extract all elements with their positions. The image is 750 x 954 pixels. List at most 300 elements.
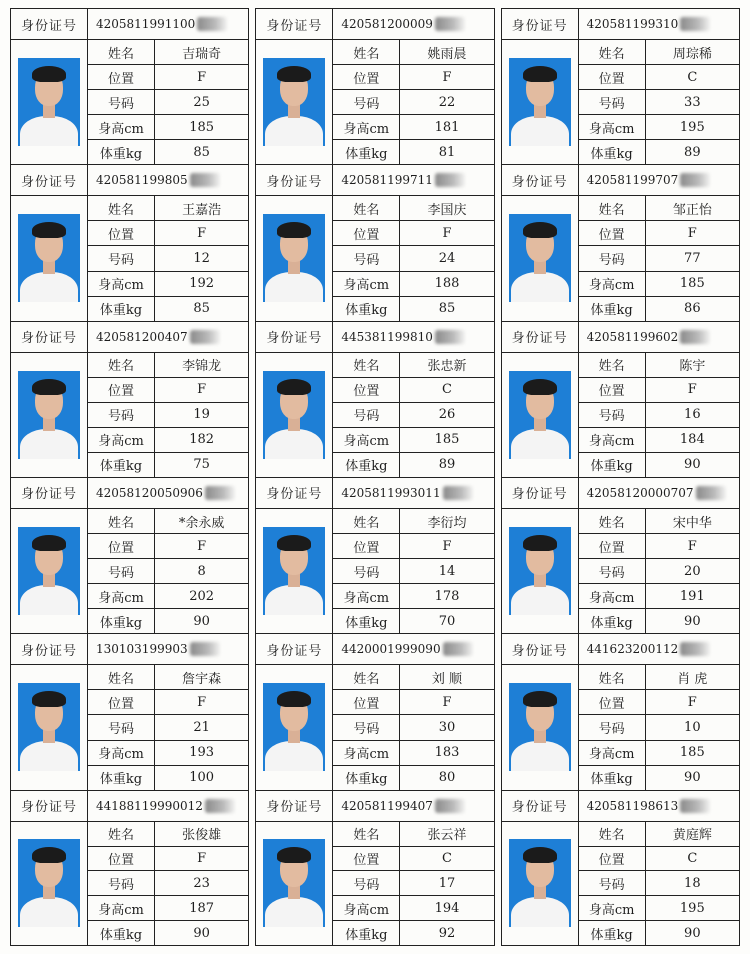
field-label-weight: 体重kg bbox=[579, 921, 646, 945]
field-value-position: F bbox=[442, 694, 452, 710]
field-label-name: 姓名 bbox=[579, 509, 646, 533]
id-row bbox=[502, 791, 739, 822]
field-value-height: 185 bbox=[434, 432, 460, 448]
photo-cell bbox=[11, 822, 88, 945]
field-value-position: F bbox=[687, 225, 697, 241]
field-row-name bbox=[579, 196, 739, 221]
field-value-number: 12 bbox=[193, 250, 210, 266]
field-label-name: 姓名 bbox=[333, 196, 400, 220]
player-card bbox=[501, 321, 740, 477]
field-label-number: 号码 bbox=[333, 871, 400, 895]
field-value-weight: 90 bbox=[684, 457, 701, 473]
photo-cell bbox=[256, 40, 333, 164]
field-label-height: 身高cm bbox=[333, 741, 400, 765]
field-row-height bbox=[88, 115, 248, 140]
photo-cell bbox=[11, 665, 88, 789]
field-label-position: 位置 bbox=[579, 221, 646, 245]
field-label-height: 身高cm bbox=[88, 584, 155, 608]
player-info bbox=[579, 665, 739, 789]
field-row-name bbox=[88, 822, 248, 847]
id-value bbox=[333, 478, 493, 508]
field-label-weight: 体重kg bbox=[579, 766, 646, 790]
field-value-height: 187 bbox=[189, 900, 215, 916]
redaction-blur bbox=[680, 173, 710, 187]
player-card bbox=[10, 321, 249, 477]
field-value-position: C bbox=[687, 69, 698, 85]
redaction-blur bbox=[190, 173, 220, 187]
player-photo bbox=[18, 839, 80, 927]
field-row-weight bbox=[333, 921, 493, 945]
field-value-name: 黄庭辉 bbox=[672, 828, 712, 844]
field-value-name: 刘 顺 bbox=[431, 671, 463, 687]
id-label: 身份证号 bbox=[11, 165, 88, 195]
field-label-weight: 体重kg bbox=[333, 766, 400, 790]
id-row bbox=[502, 634, 739, 665]
field-value-name: 肖 虎 bbox=[677, 671, 708, 687]
field-label-weight: 体重kg bbox=[333, 609, 400, 633]
field-value-position: F bbox=[197, 225, 207, 241]
field-value-number: 20 bbox=[684, 563, 701, 579]
id-label: 身份证号 bbox=[11, 478, 88, 508]
field-value-height: 184 bbox=[679, 432, 705, 448]
id-value bbox=[333, 165, 493, 195]
field-label-number: 号码 bbox=[333, 559, 400, 583]
field-value-weight: 89 bbox=[438, 457, 456, 473]
field-value-weight: 81 bbox=[438, 144, 456, 160]
field-value-height: 191 bbox=[679, 588, 705, 604]
field-row-position bbox=[333, 847, 493, 872]
field-value-position: F bbox=[197, 694, 207, 710]
field-value-position: F bbox=[687, 538, 697, 554]
id-number: 44188119990012 bbox=[96, 798, 203, 813]
field-value-number: 26 bbox=[438, 407, 456, 423]
id-label: 身份证号 bbox=[502, 791, 579, 821]
field-value-number: 17 bbox=[438, 875, 456, 891]
field-label-name: 姓名 bbox=[579, 353, 646, 377]
player-card bbox=[255, 477, 494, 633]
field-label-weight: 体重kg bbox=[88, 766, 155, 790]
field-row-weight bbox=[579, 297, 739, 321]
field-row-position bbox=[333, 65, 493, 90]
player-photo bbox=[509, 371, 571, 459]
player-photo bbox=[263, 683, 325, 771]
field-row-height bbox=[88, 741, 248, 766]
field-row-name bbox=[88, 509, 248, 534]
field-row-name bbox=[579, 353, 739, 378]
player-card bbox=[255, 164, 494, 320]
field-value-height: 185 bbox=[189, 119, 215, 135]
field-value-number: 16 bbox=[684, 407, 701, 423]
player-card bbox=[501, 8, 740, 164]
field-label-name: 姓名 bbox=[579, 665, 646, 689]
field-value-position: F bbox=[687, 694, 697, 710]
id-row bbox=[502, 165, 739, 196]
field-value-name: 王嘉浩 bbox=[182, 202, 222, 218]
field-label-name: 姓名 bbox=[579, 196, 646, 220]
field-label-name: 姓名 bbox=[88, 822, 155, 846]
redaction-blur bbox=[680, 330, 710, 344]
field-label-weight: 体重kg bbox=[88, 609, 155, 633]
redaction-blur bbox=[435, 330, 465, 344]
field-value-weight: 75 bbox=[193, 457, 210, 473]
id-row bbox=[11, 634, 248, 665]
field-label-position: 位置 bbox=[579, 65, 646, 89]
player-card bbox=[10, 633, 249, 789]
field-value-weight: 86 bbox=[684, 301, 701, 317]
field-value-number: 10 bbox=[684, 719, 701, 735]
field-value-name: 陈宇 bbox=[679, 359, 706, 375]
id-value bbox=[579, 322, 739, 352]
field-row-name bbox=[333, 353, 493, 378]
field-value-name: 周琮稀 bbox=[672, 46, 712, 62]
field-label-name: 姓名 bbox=[88, 665, 155, 689]
id-row bbox=[11, 165, 248, 196]
id-number: 130103199903 bbox=[96, 642, 188, 657]
player-info bbox=[88, 665, 248, 789]
field-label-height: 身高cm bbox=[579, 896, 646, 920]
redaction-blur bbox=[443, 486, 473, 500]
field-value-name: 詹宇森 bbox=[182, 671, 222, 687]
player-info bbox=[88, 353, 248, 477]
photo-cell bbox=[502, 509, 579, 633]
field-label-name: 姓名 bbox=[88, 40, 155, 64]
field-value-weight: 85 bbox=[438, 301, 456, 317]
field-label-number: 号码 bbox=[333, 246, 400, 270]
field-row-number bbox=[579, 871, 739, 896]
field-row-name bbox=[333, 196, 493, 221]
id-row bbox=[11, 9, 248, 40]
field-row-weight bbox=[579, 453, 739, 477]
field-label-position: 位置 bbox=[333, 221, 400, 245]
field-label-position: 位置 bbox=[333, 65, 400, 89]
player-info bbox=[333, 40, 493, 164]
field-value-height: 182 bbox=[189, 432, 215, 448]
field-label-number: 号码 bbox=[88, 246, 155, 270]
field-row-number bbox=[88, 871, 248, 896]
player-info bbox=[88, 509, 248, 633]
redaction-blur bbox=[190, 642, 220, 656]
id-row bbox=[256, 165, 493, 196]
player-card bbox=[501, 790, 740, 946]
id-label: 身份证号 bbox=[502, 165, 579, 195]
photo-cell bbox=[502, 196, 579, 320]
field-row-height bbox=[579, 115, 739, 140]
field-row-number bbox=[333, 559, 493, 584]
field-row-position bbox=[579, 378, 739, 403]
field-label-weight: 体重kg bbox=[88, 297, 155, 321]
field-label-weight: 体重kg bbox=[579, 140, 646, 164]
player-card bbox=[10, 477, 249, 633]
photo-cell bbox=[502, 665, 579, 789]
field-value-number: 77 bbox=[684, 250, 701, 266]
field-value-position: F bbox=[442, 538, 452, 554]
field-row-weight bbox=[333, 297, 493, 321]
field-value-weight: 89 bbox=[684, 144, 701, 160]
id-value bbox=[579, 634, 739, 664]
id-label: 身份证号 bbox=[256, 322, 333, 352]
field-row-name bbox=[333, 665, 493, 690]
field-row-height bbox=[579, 272, 739, 297]
field-value-position: F bbox=[197, 850, 207, 866]
field-label-height: 身高cm bbox=[333, 428, 400, 452]
id-label: 身份证号 bbox=[502, 9, 579, 39]
player-photo bbox=[18, 527, 80, 615]
redaction-blur bbox=[435, 17, 465, 31]
id-value bbox=[333, 9, 493, 39]
field-row-position bbox=[88, 690, 248, 715]
field-label-number: 号码 bbox=[579, 559, 646, 583]
field-label-number: 号码 bbox=[88, 871, 155, 895]
field-value-name: 宋中华 bbox=[672, 515, 712, 531]
id-number: 445381199810 bbox=[341, 329, 433, 344]
field-row-number bbox=[579, 403, 739, 428]
id-label: 身份证号 bbox=[11, 322, 88, 352]
player-photo bbox=[509, 527, 571, 615]
player-info bbox=[579, 40, 739, 164]
field-label-name: 姓名 bbox=[333, 822, 400, 846]
field-value-name: 李锦龙 bbox=[182, 359, 222, 375]
id-row bbox=[502, 478, 739, 509]
field-label-weight: 体重kg bbox=[333, 297, 400, 321]
player-card bbox=[10, 790, 249, 946]
id-row bbox=[11, 478, 248, 509]
photo-cell bbox=[11, 509, 88, 633]
photo-cell bbox=[502, 353, 579, 477]
field-label-number: 号码 bbox=[579, 871, 646, 895]
id-number: 420581199407 bbox=[341, 798, 433, 813]
field-row-number bbox=[88, 403, 248, 428]
id-value bbox=[88, 791, 248, 821]
player-info bbox=[579, 822, 739, 945]
field-label-name: 姓名 bbox=[333, 665, 400, 689]
id-number: 420581199310 bbox=[586, 17, 679, 31]
field-label-name: 姓名 bbox=[579, 40, 646, 64]
field-row-number bbox=[579, 246, 739, 271]
field-value-position: C bbox=[687, 850, 698, 866]
field-label-name: 姓名 bbox=[88, 196, 155, 220]
player-photo bbox=[263, 214, 325, 302]
field-row-position bbox=[333, 534, 493, 559]
id-label: 身份证号 bbox=[11, 9, 88, 39]
field-label-weight: 体重kg bbox=[579, 297, 646, 321]
field-row-number bbox=[579, 715, 739, 740]
field-row-number bbox=[88, 715, 248, 740]
id-row bbox=[11, 322, 248, 353]
field-value-number: 24 bbox=[438, 250, 456, 266]
id-label: 身份证号 bbox=[502, 478, 579, 508]
field-row-number bbox=[333, 246, 493, 271]
id-value bbox=[333, 791, 493, 821]
field-label-weight: 体重kg bbox=[333, 140, 400, 164]
field-value-weight: 80 bbox=[438, 770, 456, 786]
field-label-name: 姓名 bbox=[579, 822, 646, 846]
id-row bbox=[256, 322, 493, 353]
field-row-position bbox=[88, 221, 248, 246]
id-label: 身份证号 bbox=[11, 634, 88, 664]
field-label-position: 位置 bbox=[579, 378, 646, 402]
field-label-position: 位置 bbox=[333, 690, 400, 714]
player-card bbox=[10, 8, 249, 164]
field-label-number: 号码 bbox=[88, 403, 155, 427]
player-photo bbox=[18, 58, 80, 146]
photo-cell bbox=[256, 509, 333, 633]
field-row-position bbox=[579, 690, 739, 715]
field-value-weight: 92 bbox=[438, 925, 456, 941]
id-row bbox=[256, 478, 493, 509]
field-value-number: 19 bbox=[193, 407, 210, 423]
id-label: 身份证号 bbox=[256, 791, 333, 821]
player-photo bbox=[18, 371, 80, 459]
redaction-blur bbox=[680, 642, 710, 656]
field-label-position: 位置 bbox=[88, 221, 155, 245]
field-value-name: 吉瑞奇 bbox=[182, 46, 222, 62]
id-number: 4205811993011 bbox=[341, 485, 441, 500]
field-label-height: 身高cm bbox=[579, 115, 646, 139]
redaction-blur bbox=[696, 486, 726, 500]
field-row-number bbox=[579, 559, 739, 584]
field-label-number: 号码 bbox=[88, 559, 155, 583]
field-label-number: 号码 bbox=[88, 715, 155, 739]
id-label: 身份证号 bbox=[11, 791, 88, 821]
field-label-height: 身高cm bbox=[88, 741, 155, 765]
redaction-blur bbox=[680, 799, 710, 813]
id-value bbox=[88, 478, 248, 508]
field-label-name: 姓名 bbox=[333, 40, 400, 64]
id-value bbox=[333, 322, 493, 352]
photo-cell bbox=[502, 40, 579, 164]
field-value-name: 张俊雄 bbox=[182, 828, 222, 844]
id-number: 420581198613 bbox=[586, 798, 679, 813]
photo-cell bbox=[256, 665, 333, 789]
field-row-weight bbox=[88, 609, 248, 633]
field-row-position bbox=[88, 378, 248, 403]
redaction-blur bbox=[205, 486, 235, 500]
redaction-blur bbox=[190, 330, 220, 344]
player-info bbox=[88, 822, 248, 945]
field-row-number bbox=[88, 246, 248, 271]
id-row bbox=[502, 322, 739, 353]
id-number: 420581199805 bbox=[96, 173, 188, 188]
player-photo bbox=[263, 58, 325, 146]
field-value-height: 194 bbox=[434, 900, 460, 916]
field-label-position: 位置 bbox=[333, 378, 400, 402]
id-number: 42058120000707 bbox=[586, 485, 694, 500]
id-value bbox=[579, 9, 739, 39]
field-label-height: 身高cm bbox=[88, 115, 155, 139]
field-row-name bbox=[88, 196, 248, 221]
field-label-position: 位置 bbox=[88, 534, 155, 558]
field-label-height: 身高cm bbox=[88, 896, 155, 920]
field-label-weight: 体重kg bbox=[579, 609, 646, 633]
field-label-name: 姓名 bbox=[88, 353, 155, 377]
id-value bbox=[88, 634, 248, 664]
field-row-name bbox=[579, 822, 739, 847]
field-value-name: *余永威 bbox=[178, 515, 225, 531]
field-value-height: 202 bbox=[189, 588, 215, 604]
field-row-height bbox=[579, 428, 739, 453]
field-row-name bbox=[333, 509, 493, 534]
field-label-height: 身高cm bbox=[88, 428, 155, 452]
photo-cell bbox=[11, 40, 88, 164]
field-row-position bbox=[579, 65, 739, 90]
field-label-name: 姓名 bbox=[88, 509, 155, 533]
field-label-name: 姓名 bbox=[333, 353, 400, 377]
field-value-weight: 100 bbox=[189, 770, 215, 786]
field-row-height bbox=[579, 741, 739, 766]
field-row-name bbox=[579, 509, 739, 534]
field-value-name: 李衍均 bbox=[427, 515, 467, 531]
field-row-weight bbox=[333, 140, 493, 164]
field-label-position: 位置 bbox=[88, 378, 155, 402]
redaction-blur bbox=[680, 17, 710, 31]
field-value-position: F bbox=[442, 69, 452, 85]
player-info bbox=[88, 40, 248, 164]
field-value-weight: 70 bbox=[438, 613, 456, 629]
field-row-weight bbox=[579, 609, 739, 633]
field-value-height: 185 bbox=[679, 745, 705, 761]
field-row-weight bbox=[333, 453, 493, 477]
field-row-height bbox=[333, 584, 493, 609]
player-info bbox=[333, 353, 493, 477]
field-row-name bbox=[333, 40, 493, 65]
field-row-weight bbox=[579, 766, 739, 790]
redaction-blur bbox=[443, 642, 473, 656]
field-label-number: 号码 bbox=[88, 90, 155, 114]
field-row-weight bbox=[88, 766, 248, 790]
field-value-number: 23 bbox=[193, 875, 210, 891]
field-row-name bbox=[88, 353, 248, 378]
field-value-number: 30 bbox=[438, 719, 456, 735]
field-value-weight: 90 bbox=[193, 925, 210, 941]
id-row bbox=[502, 9, 739, 40]
field-row-number bbox=[333, 90, 493, 115]
field-value-name: 李国庆 bbox=[427, 202, 467, 218]
player-photo bbox=[509, 839, 571, 927]
id-label: 身份证号 bbox=[256, 9, 333, 39]
field-row-name bbox=[333, 822, 493, 847]
player-photo bbox=[263, 371, 325, 459]
player-card bbox=[501, 164, 740, 320]
photo-cell bbox=[11, 196, 88, 320]
field-label-height: 身高cm bbox=[579, 428, 646, 452]
id-value bbox=[579, 791, 739, 821]
player-card bbox=[255, 8, 494, 164]
field-row-number bbox=[333, 403, 493, 428]
field-label-position: 位置 bbox=[88, 690, 155, 714]
player-info bbox=[333, 509, 493, 633]
player-card bbox=[255, 790, 494, 946]
field-label-number: 号码 bbox=[579, 403, 646, 427]
field-value-height: 183 bbox=[434, 745, 460, 761]
field-label-weight: 体重kg bbox=[579, 453, 646, 477]
field-label-position: 位置 bbox=[579, 690, 646, 714]
id-row bbox=[256, 634, 493, 665]
field-row-number bbox=[88, 90, 248, 115]
field-row-height bbox=[579, 584, 739, 609]
field-value-height: 178 bbox=[434, 588, 460, 604]
field-value-height: 195 bbox=[679, 900, 705, 916]
player-photo bbox=[18, 214, 80, 302]
id-value bbox=[333, 634, 493, 664]
roster-grid bbox=[10, 8, 740, 946]
field-value-weight: 85 bbox=[193, 144, 210, 160]
id-row bbox=[256, 9, 493, 40]
field-value-position: F bbox=[197, 69, 207, 85]
player-info bbox=[333, 196, 493, 320]
id-number: 42058120050906 bbox=[96, 485, 203, 500]
field-row-position bbox=[579, 221, 739, 246]
redaction-blur bbox=[205, 799, 235, 813]
